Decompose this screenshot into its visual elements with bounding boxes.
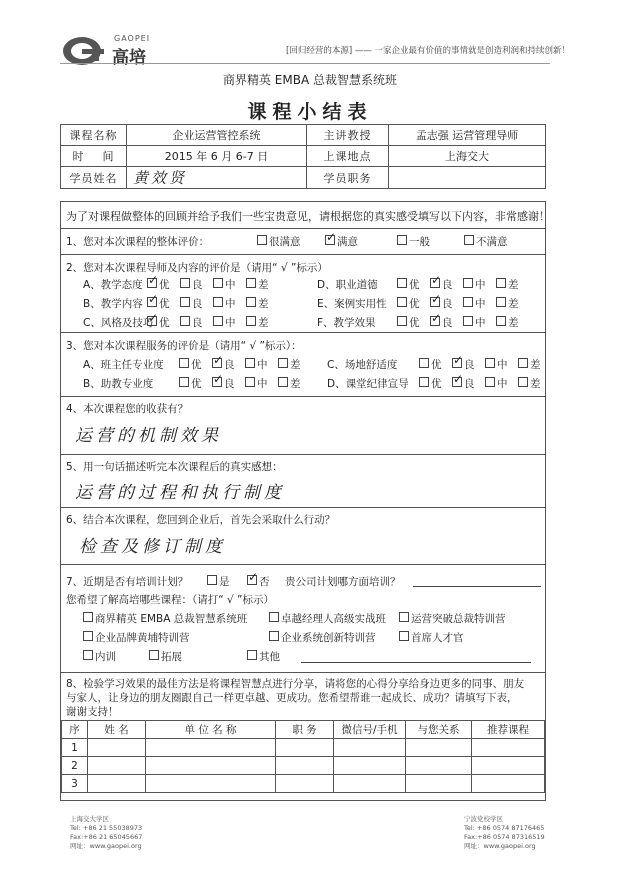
- checkbox[interactable]: [213, 297, 223, 307]
- checkbox[interactable]: [419, 377, 429, 387]
- checkbox-option[interactable]: [246, 315, 269, 330]
- checkbox[interactable]: [180, 297, 190, 307]
- time-label: 时 间: [61, 146, 127, 167]
- option-label: 良: [442, 298, 453, 310]
- checkbox-option[interactable]: [325, 234, 358, 249]
- checkbox-option[interactable]: [452, 376, 475, 391]
- option-label: 良: [192, 317, 203, 329]
- checkbox-checked[interactable]: [430, 316, 440, 326]
- q7-company-question: 贵公司计划哪方面培训？: [285, 576, 401, 588]
- option-label: 中: [475, 298, 486, 310]
- rating-item-label: B、教学内容: [83, 298, 143, 310]
- option-label: 差: [258, 279, 269, 291]
- checkbox[interactable]: [485, 358, 495, 368]
- student-name-value[interactable]: 黄效贤: [127, 167, 307, 189]
- option-label: 中: [257, 378, 268, 390]
- q7-no-option[interactable]: [247, 574, 270, 589]
- cell[interactable]: [406, 757, 472, 775]
- program-subtitle: 商界精英 EMBA 总裁智慧系统班: [222, 73, 397, 87]
- checkbox-option[interactable]: [496, 277, 519, 292]
- checkbox[interactable]: [180, 316, 190, 326]
- checkbox-option[interactable]: [149, 649, 182, 664]
- checkbox[interactable]: [518, 358, 528, 368]
- header-cell: 与您关系: [406, 721, 472, 739]
- checkbox-option[interactable]: [247, 649, 280, 664]
- option-label: 优: [191, 359, 202, 371]
- form-title: 课程小结表: [247, 101, 373, 123]
- q7-hope-label: 您希望了解高培哪些课程：（请打“ √ ”标示）: [66, 594, 274, 606]
- checkbox[interactable]: [246, 278, 256, 288]
- checkbox-option[interactable]: [397, 315, 420, 330]
- row-number: 3: [62, 775, 88, 793]
- checkbox[interactable]: [83, 631, 93, 641]
- option-label: 优: [431, 378, 442, 390]
- checkbox-option[interactable]: [83, 611, 247, 626]
- checkbox[interactable]: [257, 235, 267, 245]
- option-label: 卓越经理人高级实战班: [281, 613, 386, 625]
- cell[interactable]: [88, 739, 146, 757]
- cell[interactable]: [472, 757, 545, 775]
- checkbox-option[interactable]: [83, 630, 190, 645]
- checkbox-option[interactable]: [485, 376, 508, 391]
- footer-right: [464, 815, 545, 851]
- q6-label: 6、结合本次课程，您回到企业后，首先会采取什么行动？: [66, 514, 336, 526]
- motto: [回归经营的本源] —— 一家企业最有价值的事情就是创造利润和持续创新！: [286, 46, 571, 56]
- checkbox-option[interactable]: [180, 315, 203, 330]
- option-label: 中: [225, 317, 236, 329]
- checkbox-option[interactable]: [179, 357, 202, 372]
- logo-text-cn: 高培: [112, 48, 146, 68]
- q5-answer[interactable]: 运营的过程和执行制度: [75, 483, 285, 503]
- checkbox[interactable]: [207, 575, 217, 585]
- option-label: 良: [224, 378, 235, 390]
- checkbox[interactable]: [245, 358, 255, 368]
- checkbox[interactable]: [180, 278, 190, 288]
- option-label: 差: [530, 359, 541, 371]
- referral-table: [61, 720, 545, 793]
- checkbox-option[interactable]: [463, 296, 486, 311]
- course-info-table: [60, 124, 546, 189]
- rating-item-label: C、场地舒适度: [327, 359, 398, 371]
- footer-website[interactable]: 网址：www.gaopei.org: [70, 842, 142, 850]
- rating-item-label: C、风格及技巧: [83, 317, 154, 329]
- option-label: 优: [191, 378, 202, 390]
- q4-answer[interactable]: 运营的机制效果: [75, 426, 222, 446]
- course-name-label: 课程名称: [61, 125, 127, 146]
- checkbox[interactable]: [213, 316, 223, 326]
- checkbox-checked[interactable]: [147, 278, 157, 288]
- checkbox-option[interactable]: [518, 376, 541, 391]
- q4-label: 4、本次课程您的收获有？: [66, 403, 189, 415]
- checkbox[interactable]: [399, 612, 409, 622]
- option-label: 差: [290, 378, 301, 390]
- option-label: 差: [258, 317, 269, 329]
- checkbox-option[interactable]: [179, 376, 202, 391]
- checkbox[interactable]: [247, 650, 257, 660]
- checkbox-option[interactable]: [147, 277, 170, 292]
- checkbox[interactable]: [246, 316, 256, 326]
- checkbox-checked[interactable]: [325, 235, 335, 245]
- option-label: 优: [409, 317, 420, 329]
- checkbox-option[interactable]: [213, 277, 236, 292]
- header-cell: 姓 名: [88, 721, 146, 739]
- option-label: 差: [530, 378, 541, 390]
- checkbox[interactable]: [269, 612, 279, 622]
- checkbox[interactable]: [149, 650, 159, 660]
- checkbox[interactable]: [496, 297, 506, 307]
- header-cell: 单 位 名 称: [146, 721, 276, 739]
- checkbox-option[interactable]: [180, 277, 203, 292]
- q7-label: 7、近期是否有培训计划？: [66, 576, 189, 588]
- option-label: 内训: [95, 651, 116, 663]
- checkbox-option[interactable]: [399, 630, 464, 645]
- rating-item-label: F、教学效果: [317, 317, 376, 329]
- referral-header-row: [62, 721, 545, 739]
- section-divider: [61, 454, 545, 455]
- checkbox-checked[interactable]: [212, 377, 222, 387]
- checkbox[interactable]: [518, 377, 528, 387]
- header-cell: 序: [62, 721, 88, 739]
- checkbox-option[interactable]: [397, 277, 420, 292]
- checkbox-option[interactable]: [147, 315, 170, 330]
- option-label: 中: [257, 359, 268, 371]
- option-label: 中: [497, 378, 508, 390]
- checkbox-checked[interactable]: [452, 358, 462, 368]
- option-label: 运营突破总裁特训营: [411, 613, 506, 625]
- checkbox-option[interactable]: [278, 357, 301, 372]
- cell[interactable]: [334, 757, 406, 775]
- option-label: 商界精英 EMBA 总裁智慧系统班: [95, 613, 248, 625]
- section-divider: [61, 507, 545, 508]
- header-cell: 推荐课程: [472, 721, 545, 739]
- checkbox-option[interactable]: [518, 357, 541, 372]
- row-number: 1: [62, 739, 88, 757]
- option-label: 差: [508, 279, 519, 291]
- checkbox[interactable]: [245, 377, 255, 387]
- checkbox[interactable]: [397, 235, 407, 245]
- header-cell: 微信号/手机: [334, 721, 406, 739]
- logo-text-en: GAOPEI: [114, 34, 151, 43]
- q1-label: 1、您对本次课程的整体评价：: [66, 236, 210, 248]
- cell[interactable]: [406, 775, 472, 793]
- checkbox[interactable]: [179, 358, 189, 368]
- section-divider: [61, 672, 545, 673]
- checkbox-option[interactable]: [257, 234, 301, 249]
- checkbox-checked[interactable]: [212, 358, 222, 368]
- checkbox-option[interactable]: [212, 376, 235, 391]
- checkbox[interactable]: [496, 316, 506, 326]
- table-row: [62, 739, 545, 757]
- checkbox-option[interactable]: [246, 277, 269, 292]
- option-label: 良: [464, 378, 475, 390]
- checkbox[interactable]: [269, 631, 279, 641]
- q8-text-line3: 谢谢支持！: [66, 706, 119, 718]
- footer-fax: Fax:+86 0574 87316519: [464, 833, 545, 841]
- checkbox-option[interactable]: [180, 296, 203, 311]
- header-cell: 职 务: [276, 721, 334, 739]
- cell[interactable]: [146, 775, 276, 793]
- option-label: 企业系统创新特训营: [281, 632, 376, 644]
- option-label: 拓展: [161, 651, 182, 663]
- option-label: 中: [475, 317, 486, 329]
- option-label: 中: [475, 279, 486, 291]
- checkbox[interactable]: [179, 377, 189, 387]
- checkbox[interactable]: [464, 235, 474, 245]
- checkbox[interactable]: [83, 612, 93, 622]
- row-number: 2: [62, 757, 88, 775]
- cell[interactable]: [88, 775, 146, 793]
- place-label: 上课地点: [307, 146, 389, 167]
- checkbox-option[interactable]: [397, 296, 420, 311]
- checkbox-option[interactable]: [269, 611, 386, 626]
- option-label: 差: [290, 359, 301, 371]
- cell[interactable]: [146, 757, 276, 775]
- section-divider: [61, 396, 545, 397]
- course-name-value[interactable]: 企业运营管控系统: [127, 125, 307, 146]
- q7-yes-label: 是: [219, 576, 230, 588]
- option-label: 不满意: [476, 236, 508, 248]
- section-divider: [61, 228, 545, 229]
- option-label: 差: [508, 298, 519, 310]
- footer-left: [70, 815, 142, 851]
- checkbox[interactable]: [397, 316, 407, 326]
- option-label: 优: [159, 279, 170, 291]
- option-label: 优: [159, 298, 170, 310]
- student-name-label: 学员姓名: [61, 167, 127, 189]
- checkbox-option[interactable]: [463, 277, 486, 292]
- rating-item-label: D、课堂纪律宣导: [327, 378, 409, 390]
- checkbox-option[interactable]: [496, 315, 519, 330]
- rating-item-label: A、班主任专业度: [83, 359, 164, 371]
- option-label: 很满意: [269, 236, 301, 248]
- cell[interactable]: [334, 775, 406, 793]
- section-divider: [61, 332, 545, 333]
- checkbox[interactable]: [485, 377, 495, 387]
- rating-item-label: E、案例实用性: [317, 298, 387, 310]
- checkbox-option[interactable]: [278, 376, 301, 391]
- q7-no-label: 否: [259, 576, 270, 588]
- cell[interactable]: [276, 775, 334, 793]
- rating-item-label: D、职业道德: [317, 279, 378, 291]
- footer-website[interactable]: 网址：www.gaopei.org: [464, 842, 536, 850]
- cell[interactable]: [276, 757, 334, 775]
- footer-tel: Tel: +86 0574 87176465: [464, 824, 545, 832]
- option-label: 首席人才官: [411, 632, 464, 644]
- footer-tel: Tel: +86 21 55038973: [70, 824, 143, 832]
- option-label: 中: [497, 359, 508, 371]
- checkbox[interactable]: [463, 297, 473, 307]
- q5-label: 5、用一句话描述听完本次课程后的真实感想：: [66, 461, 283, 473]
- option-label: 满意: [337, 236, 358, 248]
- checkbox-option[interactable]: [452, 357, 475, 372]
- option-label: 优: [159, 317, 170, 329]
- checkbox[interactable]: [278, 377, 288, 387]
- q8-text-line1: 8、检验学习效果的最佳方法是将课程智慧点进行分享，请将您的心得分享给身边更多的同事、朋友: [66, 678, 525, 690]
- cell[interactable]: [472, 775, 545, 793]
- section-divider: [61, 564, 545, 565]
- checkbox-option[interactable]: [147, 296, 170, 311]
- option-label: 优: [409, 279, 420, 291]
- option-label: 差: [258, 298, 269, 310]
- checkbox[interactable]: [246, 297, 256, 307]
- checkbox-option[interactable]: [212, 357, 235, 372]
- q8-text-line2: 与家人，让身边的朋友圈跟自己一样更卓越、更成功。您希望帮谁一起成长、成功？请填写下表，: [66, 692, 518, 704]
- checkbox[interactable]: [419, 358, 429, 368]
- checkbox-option[interactable]: [496, 296, 519, 311]
- checkbox-option[interactable]: [419, 357, 442, 372]
- checkbox-option[interactable]: [213, 296, 236, 311]
- checkbox[interactable]: [463, 278, 473, 288]
- table-row: [62, 757, 545, 775]
- time-value[interactable]: 2015 年 6 月 6-7 日: [127, 146, 307, 167]
- checkbox[interactable]: [83, 650, 93, 660]
- cell[interactable]: [276, 739, 334, 757]
- header-divider: [60, 63, 550, 64]
- checkbox-option[interactable]: [399, 611, 506, 626]
- option-label: 其他: [259, 651, 280, 663]
- checkbox-checked[interactable]: [452, 377, 462, 387]
- cell[interactable]: [146, 739, 276, 757]
- checkbox-option[interactable]: [463, 315, 486, 330]
- checkbox[interactable]: [496, 278, 506, 288]
- checkbox[interactable]: [397, 278, 407, 288]
- checkbox-checked[interactable]: [147, 297, 157, 307]
- checkbox-option[interactable]: [397, 234, 430, 249]
- checkbox[interactable]: [397, 297, 407, 307]
- gaopei-logo-icon: [62, 36, 106, 66]
- student-position-value[interactable]: [389, 167, 546, 189]
- teacher-value[interactable]: 孟志强 运营管理导师: [389, 125, 546, 146]
- checkbox-option[interactable]: [245, 376, 268, 391]
- checkbox-option[interactable]: [430, 315, 453, 330]
- q7-other-line[interactable]: [301, 662, 531, 663]
- q7-company-answer-line[interactable]: [413, 586, 541, 587]
- intro-text: 为了对课程做整体的回顾并给予我们一些宝贵意见，请根据您的真实感受填写以下内容，非常感谢！: [66, 210, 550, 223]
- cell[interactable]: [472, 739, 545, 757]
- cell[interactable]: [406, 739, 472, 757]
- option-label: 优: [409, 298, 420, 310]
- option-label: 差: [508, 317, 519, 329]
- checkbox-checked[interactable]: [430, 297, 440, 307]
- teacher-label: 主讲教授: [307, 125, 389, 146]
- checkbox[interactable]: [278, 358, 288, 368]
- checkbox-option[interactable]: [430, 296, 453, 311]
- checkbox-option[interactable]: [464, 234, 508, 249]
- checkbox-option[interactable]: [83, 649, 116, 664]
- footer-campus: 上海交大学区: [70, 815, 109, 823]
- checkbox-option[interactable]: [419, 376, 442, 391]
- checkbox[interactable]: [399, 631, 409, 641]
- checkbox-option[interactable]: [213, 315, 236, 330]
- checkbox-checked[interactable]: [430, 278, 440, 288]
- q7-yes-option[interactable]: [207, 574, 230, 589]
- option-label: 良: [442, 279, 453, 291]
- option-label: 中: [225, 279, 236, 291]
- checkbox[interactable]: [213, 278, 223, 288]
- checkbox-option[interactable]: [430, 277, 453, 292]
- option-label: 良: [442, 317, 453, 329]
- q2-label: 2、您对本次课程导师及内容的评价是（请用“ √ ”标示）: [66, 262, 328, 274]
- checkbox-checked[interactable]: [247, 575, 257, 585]
- table-row: [62, 775, 545, 793]
- option-label: 企业品牌黄埔特训营: [95, 632, 190, 644]
- q3-label: 3、您对本次课程服务的评价是（请用“ √ ”标示）：: [66, 340, 302, 352]
- student-position-label: 学员职务: [307, 167, 389, 189]
- option-label: 良: [192, 298, 203, 310]
- place-value[interactable]: 上海交大: [389, 146, 546, 167]
- option-label: 良: [192, 279, 203, 291]
- cell[interactable]: [88, 757, 146, 775]
- footer-campus: 宁波党校学区: [464, 815, 503, 823]
- checkbox-option[interactable]: [485, 357, 508, 372]
- section-divider: [61, 254, 545, 255]
- rating-item-label: B、助教专业度: [83, 378, 154, 390]
- rating-item-label: A、教学态度: [83, 279, 143, 291]
- checkbox-option[interactable]: [245, 357, 268, 372]
- checkbox[interactable]: [463, 316, 473, 326]
- option-label: 良: [464, 359, 475, 371]
- option-label: 良: [224, 359, 235, 371]
- option-label: 一般: [409, 236, 430, 248]
- q6-answer[interactable]: 检查及修订制度: [79, 537, 226, 557]
- checkbox-option[interactable]: [246, 296, 269, 311]
- footer-fax: Fax:+86 21 65045667: [70, 833, 143, 841]
- survey-box: [60, 201, 550, 801]
- checkbox-option[interactable]: [269, 630, 376, 645]
- checkbox-checked[interactable]: [147, 316, 157, 326]
- option-label: 中: [225, 298, 236, 310]
- option-label: 优: [431, 359, 442, 371]
- cell[interactable]: [334, 739, 406, 757]
